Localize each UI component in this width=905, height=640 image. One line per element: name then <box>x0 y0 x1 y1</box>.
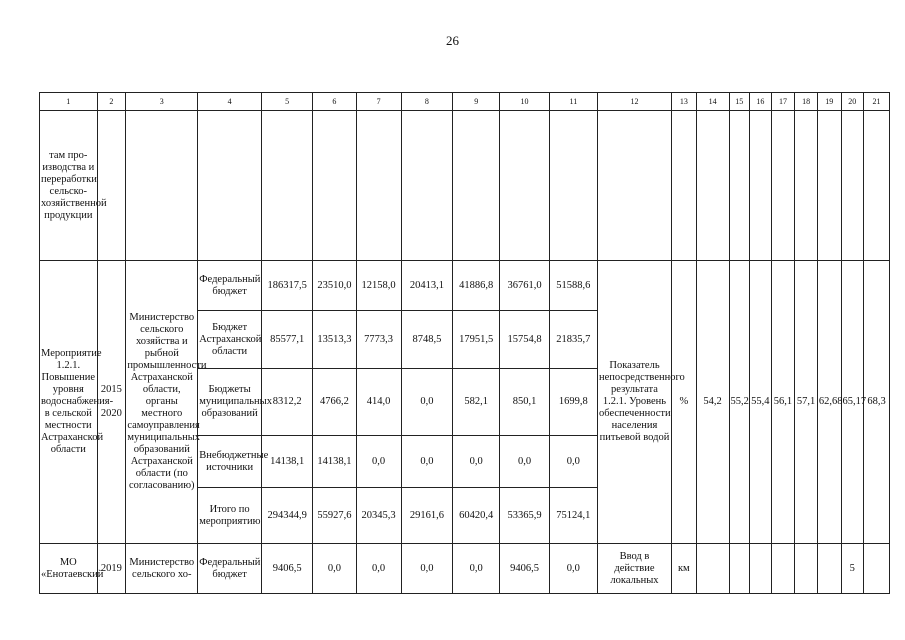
value-cell: 23510,0 <box>313 261 356 311</box>
header-row <box>40 93 890 111</box>
indicator-value: 54,2 <box>696 261 729 544</box>
value-cell: 21835,7 <box>549 311 597 369</box>
value-cell: 41886,8 <box>453 261 500 311</box>
value-cell: 55927,6 <box>313 488 356 544</box>
funding-source: Бюджет Астраханской области <box>198 311 262 369</box>
value-cell: 186317,5 <box>261 261 312 311</box>
value-cell: 14138,1 <box>261 436 312 488</box>
value-cell: 17951,5 <box>453 311 500 369</box>
indicator-value <box>729 544 750 594</box>
indicator-name: Показатель непосредственного результата 1.2.1. Уровень обеспеченности населения питьевой водой <box>597 261 671 544</box>
header-cell: 20 <box>841 93 864 111</box>
value-cell: 75124,1 <box>549 488 597 544</box>
funding-source: Внебюджетные источники <box>198 436 262 488</box>
value-cell: 0,0 <box>453 436 500 488</box>
header-cell: 18 <box>795 93 818 111</box>
measure-name: МО «Енотаевский <box>40 544 98 594</box>
value-cell: 582,1 <box>453 369 500 436</box>
value-cell: 0,0 <box>356 436 401 488</box>
value-cell: 20413,1 <box>401 261 452 311</box>
header-cell: 19 <box>817 93 841 111</box>
value-cell: 15754,8 <box>500 311 549 369</box>
indicator-value <box>750 544 772 594</box>
header-cell: 7 <box>356 93 401 111</box>
value-cell: 0,0 <box>549 436 597 488</box>
indicator-value: 57,1 <box>795 261 818 544</box>
value-cell: 0,0 <box>500 436 549 488</box>
value-cell: 9406,5 <box>261 544 312 594</box>
measure-executor: Министерство сельского хозяйства и рыбной промышленности Астраханской области, органы местного самоуправления муниципальных образований Астраханской области (по согласованию) <box>126 261 198 544</box>
header-cell: 3 <box>126 93 198 111</box>
value-cell: 4766,2 <box>313 369 356 436</box>
indicator-value <box>771 544 795 594</box>
value-cell: 7773,3 <box>356 311 401 369</box>
indicator-value: 55,2 <box>729 261 750 544</box>
value-cell: 9406,5 <box>500 544 549 594</box>
header-cell: 14 <box>696 93 729 111</box>
measure-executor: Министерство сельского хо- <box>126 544 198 594</box>
table-row <box>40 261 890 311</box>
measure-name: Мероприятие 1.2.1. Повышение уровня водоснабжения в сельской местности Астраханской области <box>40 261 98 544</box>
value-cell: 51588,6 <box>549 261 597 311</box>
header-cell: 2 <box>97 93 126 111</box>
indicator-value <box>795 544 818 594</box>
table-row-continued <box>40 111 890 261</box>
page-number: 26 <box>446 33 459 48</box>
indicator-name: Ввод в действие локальных <box>597 544 671 594</box>
value-cell: 1699,8 <box>549 369 597 436</box>
value-cell: 85577,1 <box>261 311 312 369</box>
value-cell: 36761,0 <box>500 261 549 311</box>
value-cell: 0,0 <box>313 544 356 594</box>
indicator-unit: км <box>671 544 696 594</box>
header-cell: 16 <box>750 93 772 111</box>
funding-source: Итого по мероприятию <box>198 488 262 544</box>
header-cell: 21 <box>864 93 890 111</box>
table-row <box>40 544 890 594</box>
measure-period: 2015 - 2020 <box>97 261 126 544</box>
value-cell: 29161,6 <box>401 488 452 544</box>
header-cell: 8 <box>401 93 452 111</box>
value-cell: 8312,2 <box>261 369 312 436</box>
funding-source: Бюджеты муниципальных образований <box>198 369 262 436</box>
header-cell: 1 <box>40 93 98 111</box>
value-cell: 8748,5 <box>401 311 452 369</box>
value-cell: 414,0 <box>356 369 401 436</box>
value-cell: 0,0 <box>401 544 452 594</box>
value-cell: 60420,4 <box>453 488 500 544</box>
header-cell: 12 <box>597 93 671 111</box>
indicator-value: 68,3 <box>864 261 890 544</box>
value-cell: 14138,1 <box>313 436 356 488</box>
value-cell: 0,0 <box>401 369 452 436</box>
header-cell: 11 <box>549 93 597 111</box>
value-cell: 850,1 <box>500 369 549 436</box>
indicator-value: 55,4 <box>750 261 772 544</box>
indicator-value: 5 <box>841 544 864 594</box>
value-cell: 20345,3 <box>356 488 401 544</box>
indicator-unit: % <box>671 261 696 544</box>
value-cell: 0,0 <box>453 544 500 594</box>
header-cell: 17 <box>771 93 795 111</box>
header-cell: 6 <box>313 93 356 111</box>
indicator-value <box>817 544 841 594</box>
program-table <box>39 92 890 594</box>
value-cell: 53365,9 <box>500 488 549 544</box>
value-cell: 294344,9 <box>261 488 312 544</box>
value-cell: 12158,0 <box>356 261 401 311</box>
header-cell: 9 <box>453 93 500 111</box>
header-cell: 4 <box>198 93 262 111</box>
measure-period: 2019 <box>97 544 126 594</box>
value-cell: 0,0 <box>401 436 452 488</box>
indicator-value <box>864 544 890 594</box>
funding-source: Федеральный бюджет <box>198 544 262 594</box>
value-cell: 0,0 <box>549 544 597 594</box>
indicator-value: 56,1 <box>771 261 795 544</box>
indicator-value <box>696 544 729 594</box>
header-cell: 10 <box>500 93 549 111</box>
header-cell: 5 <box>261 93 312 111</box>
value-cell: 13513,3 <box>313 311 356 369</box>
continued-measure-text: там про-изводства и переработки сельско-хозяйственной продукции <box>40 111 98 261</box>
header-cell: 15 <box>729 93 750 111</box>
indicator-value: 65,17 <box>841 261 864 544</box>
funding-source: Федеральный бюджет <box>198 261 262 311</box>
value-cell: 0,0 <box>356 544 401 594</box>
header-cell: 13 <box>671 93 696 111</box>
indicator-value: 62,68 <box>817 261 841 544</box>
